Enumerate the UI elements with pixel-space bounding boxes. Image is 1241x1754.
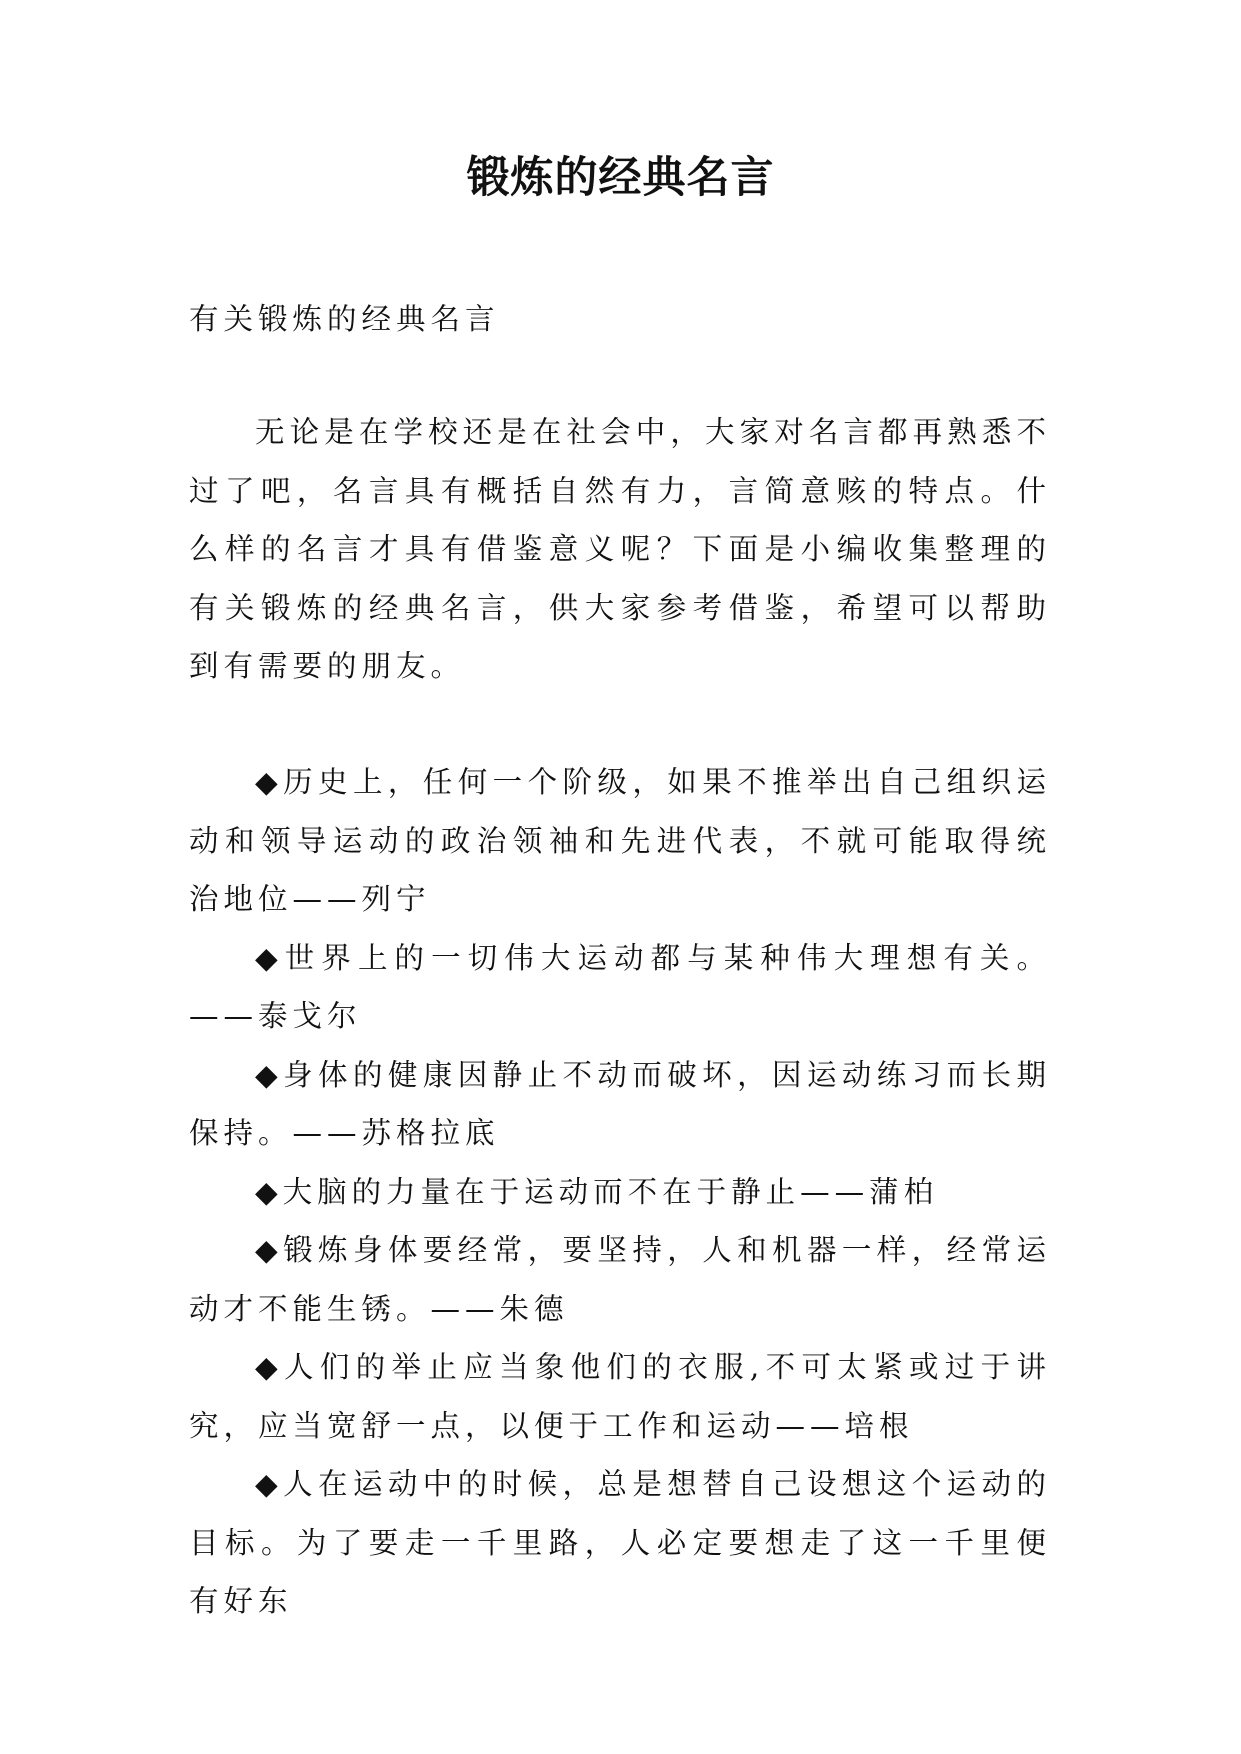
quote-item: ◆世界上的一切伟大运动都与某种伟大理想有关。——泰戈尔 bbox=[189, 940, 1051, 1033]
document-subtitle: 有关锻炼的经典名言 bbox=[189, 302, 500, 336]
document-title: 锻炼的经典名言 bbox=[466, 153, 775, 203]
quote-item: ◆锻炼身体要经常，要坚持，人和机器一样，经常运动才不能生锈。——朱德 bbox=[189, 1233, 1051, 1326]
quote-item: ◆人们的举止应当象他们的衣服,不可太紧或过于讲究，应当宽舒一点，以便于工作和运动——培根 bbox=[189, 1350, 1051, 1443]
quote-item: ◆历史上，任何一个阶级，如果不推举出自己组织运动和领导运动的政治领袖和先进代表，不就可能取得统治地位——列宁 bbox=[189, 765, 1051, 916]
quote-item: ◆身体的健康因静止不动而破坏，因运动练习而长期保持。——苏格拉底 bbox=[189, 1057, 1051, 1150]
quote-list bbox=[189, 753, 1051, 1631]
quote-item: ◆人在运动中的时候，总是想替自己设想这个运动的目标。为了要走一千里路，人必定要想走了这一千里便有好东 bbox=[189, 1467, 1051, 1618]
quote-item: ◆大脑的力量在于运动而不在于静止——蒲柏 bbox=[255, 1174, 939, 1209]
intro-paragraph: 无论是在学校还是在社会中，大家对名言都再熟悉不过了吧，名言具有概括自然有力，言简意赅的特点。什么样的名言才具有借鉴意义呢？下面是小编收集整理的有关锻炼的经典名言，供大家参考借鉴，希望可以帮助到有需要的朋友。 bbox=[189, 415, 1051, 683]
